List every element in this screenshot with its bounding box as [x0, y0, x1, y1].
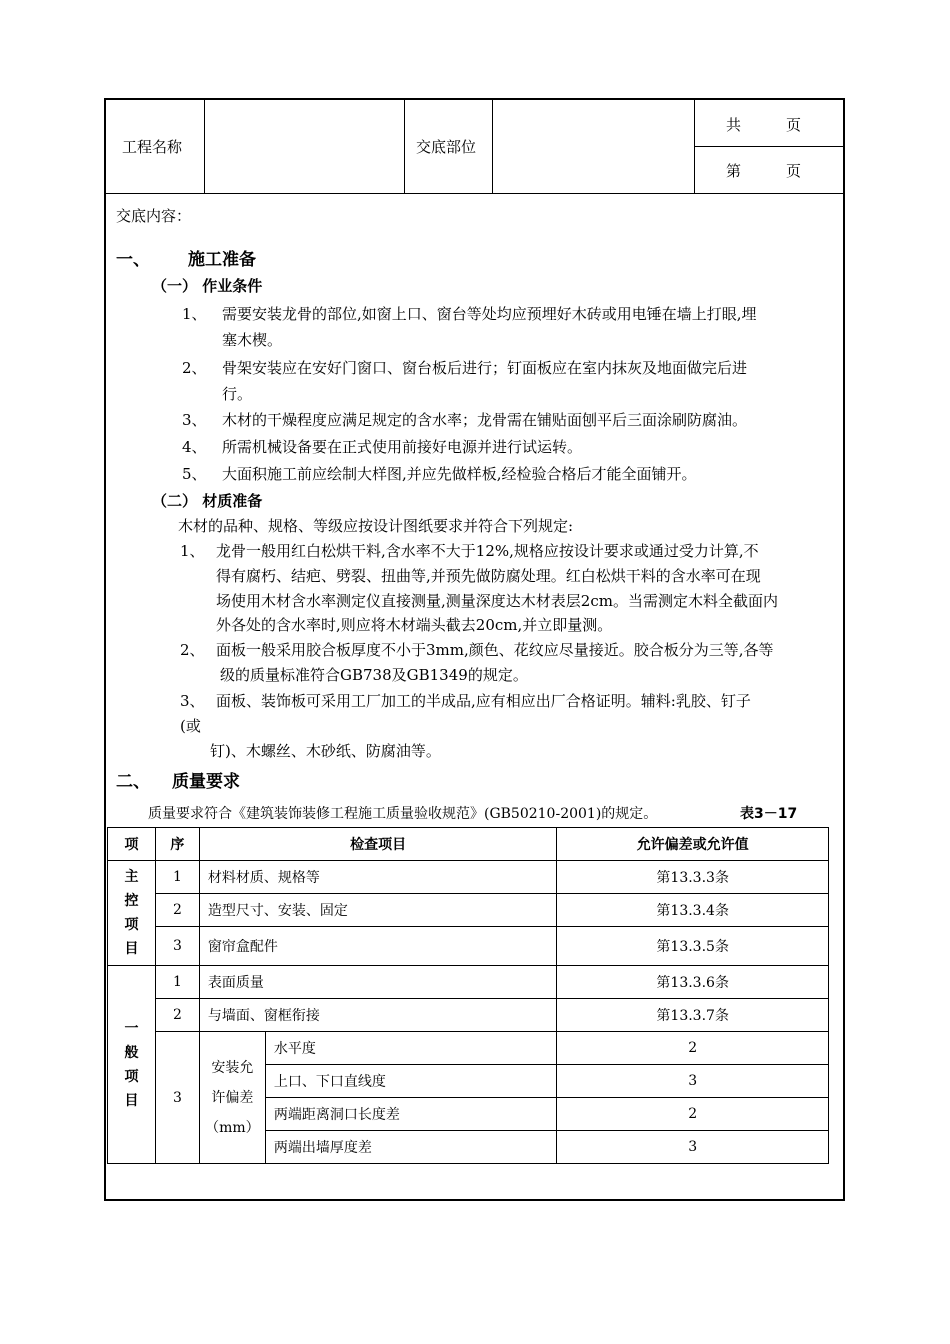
list-text: 木材的干燥程度应满足规定的含水率；龙骨需在铺贴面刨平后三面涂刷防腐油。 [222, 411, 748, 429]
list-number: 1、 [180, 542, 205, 560]
list-text: 骨架安装应在安好门窗口、窗台板后进行；钉面板应在室内抹灰及地面做完后进 [222, 359, 748, 377]
row-seq: 2 [155, 999, 199, 1032]
row-value: 第13.3.5条 [557, 927, 829, 966]
row-item: 上口、下口直线度 [265, 1065, 557, 1098]
row-value: 2 [557, 1032, 829, 1065]
disclosure-part-label: 交底部位 [416, 138, 477, 156]
form-header [106, 100, 843, 194]
section-title: 质量要求 [172, 772, 240, 792]
group-label: 主控项目 [124, 869, 139, 957]
column-header: 允许偏差或允许值 [557, 828, 829, 861]
list-number: 4、 [182, 438, 207, 456]
row-value: 2 [557, 1098, 829, 1131]
table-row [108, 894, 829, 927]
table-row [108, 999, 829, 1032]
row-item: 两端出墙厚度差 [265, 1131, 557, 1164]
quality-table [107, 827, 829, 1164]
list-text: 龙骨一般用红白松烘干料,含水率不大于12%,规格应按设计要求或通过受力计算,不 [216, 542, 759, 560]
table-reference: 表3－17 [740, 806, 798, 822]
divider [404, 100, 405, 193]
list-text: 所需机械设备要在正式使用前接好电源并进行试运转。 [222, 438, 583, 456]
list-text: 级的质量标准符合GB738及GB1349的规定。 [220, 666, 528, 684]
list-text: 面板一般采用胶合板厚度不小于3mm,颜色、花纹应尽量接近。胶合板分为三等,各等 [216, 641, 774, 659]
row-item: 两端距离洞口长度差 [265, 1098, 557, 1131]
divider [694, 146, 843, 147]
tolerance-label-line: 许偏差 [211, 1089, 254, 1106]
list-number: 3、 [180, 692, 205, 710]
tolerance-label-line: 安装允 [211, 1059, 254, 1076]
list-number: 2、 [180, 641, 205, 659]
tolerance-label [199, 1032, 265, 1164]
section-number: 一、 [116, 250, 150, 270]
paragraph: 木材的品种、规格、等级应按设计图纸要求并符合下列规定: [178, 517, 574, 535]
table-header-row [108, 828, 829, 861]
list-text: 大面积施工前应绘制大样图,并应先做样板,经检验合格后才能全面铺开。 [222, 465, 697, 483]
list-text: 塞木楔。 [222, 331, 283, 349]
row-seq: 3 [155, 927, 199, 966]
page-number: 第 页 [726, 162, 802, 180]
list-text: 需要安装龙骨的部位,如窗上口、窗台等处均应预埋好木砖或用电锤在墙上打眼,埋 [222, 305, 757, 323]
row-value: 3 [557, 1131, 829, 1164]
tolerance-label-line: （mm） [205, 1119, 260, 1136]
row-value: 3 [557, 1065, 829, 1098]
row-seq: 1 [155, 861, 199, 894]
list-number: 3、 [182, 411, 207, 429]
list-text: 钉)、木螺丝、木砂纸、防腐油等。 [210, 742, 441, 760]
subsection-title: （一） 作业条件 [152, 277, 263, 295]
table-row [108, 1032, 829, 1065]
list-text: 行。 [222, 385, 253, 403]
table-row [108, 861, 829, 894]
disclosure-form [104, 98, 845, 1201]
row-item: 材料材质、规格等 [199, 861, 557, 894]
list-number: 1、 [182, 305, 207, 323]
row-value: 第13.3.7条 [557, 999, 829, 1032]
content-label: 交底内容： [116, 207, 192, 225]
row-item: 表面质量 [199, 966, 557, 999]
table-row [108, 927, 829, 966]
divider [492, 100, 493, 193]
row-seq: 3 [155, 1032, 199, 1164]
list-text: (或 [180, 717, 201, 735]
row-item: 窗帘盒配件 [199, 927, 557, 966]
row-item: 水平度 [265, 1032, 557, 1065]
section-number: 二、 [116, 772, 150, 792]
row-value: 第13.3.6条 [557, 966, 829, 999]
general-group [108, 966, 156, 1164]
list-text: 得有腐朽、结疤、劈裂、扭曲等,并预先做防腐处理。红白松烘干料的含水率可在现 [216, 567, 761, 585]
list-text: 面板、装饰板可采用工厂加工的半成品,应有相应出厂合格证明。辅料:乳胶、钉子 [216, 692, 751, 710]
list-number: 2、 [182, 359, 207, 377]
row-seq: 1 [155, 966, 199, 999]
row-item: 造型尺寸、安装、固定 [199, 894, 557, 927]
list-text: 场使用木材含水率测定仪直接测量,测量深度达木材表层2cm。当需测定木料全截面内 [216, 592, 778, 610]
divider [204, 100, 205, 193]
row-seq: 2 [155, 894, 199, 927]
row-value: 第13.3.3条 [557, 861, 829, 894]
group-label: 一般项目 [124, 1020, 139, 1109]
subsection-title: （二） 材质准备 [152, 492, 263, 510]
list-number: 5、 [182, 465, 207, 483]
total-pages: 共 页 [726, 116, 802, 134]
project-name-label: 工程名称 [122, 138, 183, 156]
row-value: 第13.3.4条 [557, 894, 829, 927]
column-header: 序 [155, 828, 199, 861]
column-header: 项 [108, 828, 156, 861]
paragraph: 质量要求符合《建筑装饰装修工程施工质量验收规范》(GB50210-2001)的规定。 [148, 806, 658, 822]
column-header: 检查项目 [199, 828, 557, 861]
main-control-group [108, 861, 156, 966]
section-title: 施工准备 [188, 250, 256, 270]
list-text: 外各处的含水率时,则应将木材端头截去20cm,并立即量测。 [216, 616, 613, 634]
table-row [108, 966, 829, 999]
row-item: 与墙面、窗框衔接 [199, 999, 557, 1032]
